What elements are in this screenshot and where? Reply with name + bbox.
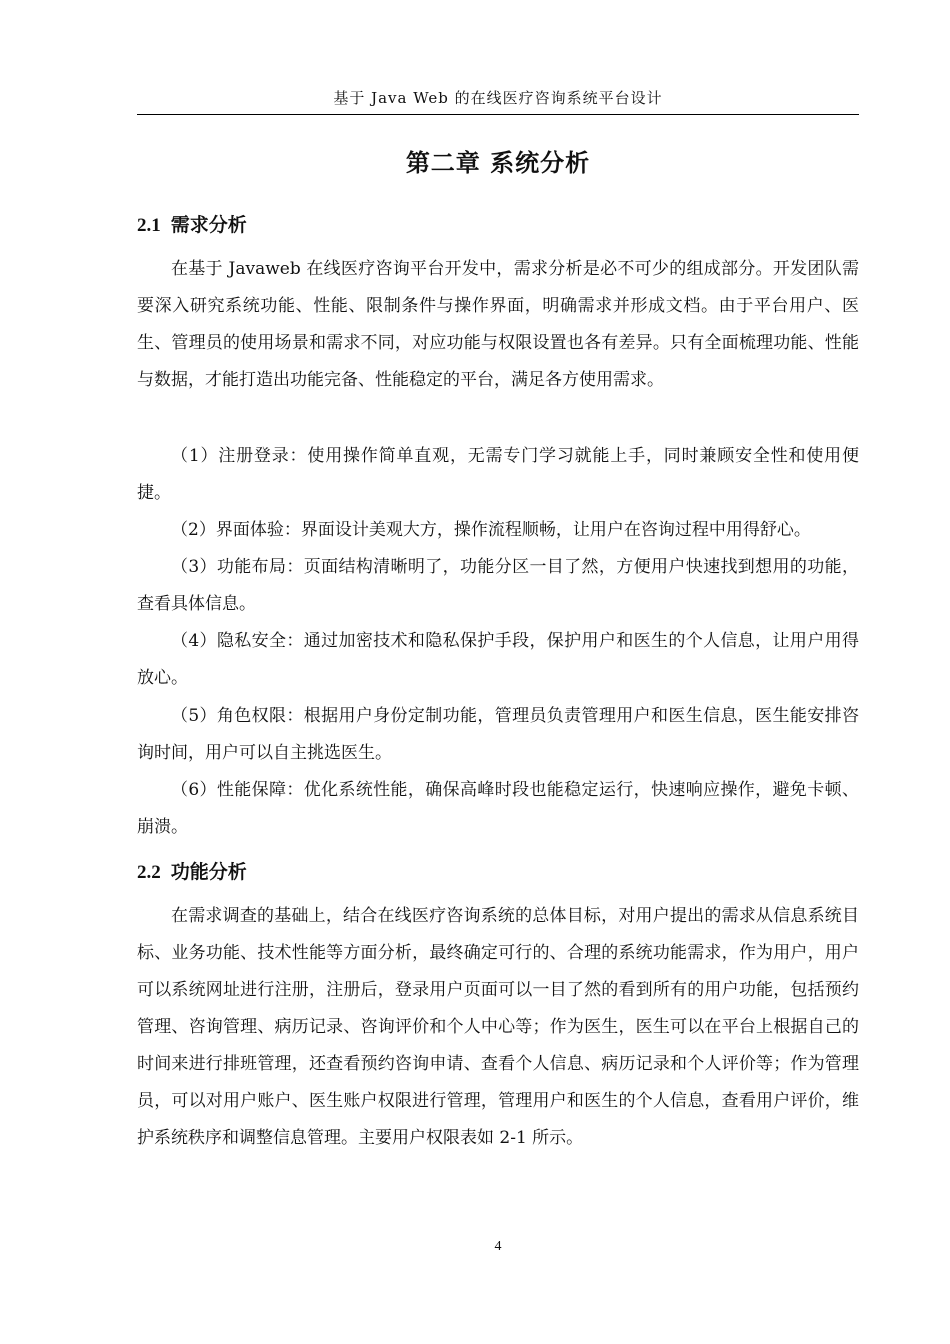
list-item-performance: （6）性能保障：优化系统性能，确保高峰时段也能稳定运行，快速响应操作，避免卡顿、崩溃。 [137,780,859,837]
paragraph: 在需求调查的基础上，结合在线医疗咨询系统的总体目标，对用户提出的需求从信息系统目标、业务功能、技术性能等方面分析，最终确定可行的、合理的系统功能需求，作为用户，用户可以系统网址进行注册，注册后，登录用户页面可以一目了然的看到所有的用户功能，包括预约管理、咨询管理、病历记录、咨询评价和个人中心等；作为医生，医生可以在平台上根据自己的时间来进行排班管理，还查看预约咨询申请、查看个人信息、病历记录和个人评价等；作为管理员，可以对用户账户、医生账户权限进行管理，管理用户和医生的个人信息，查看用户评价，维护系统秩序和调整信息管理。主要用户权限表如 2-1 所示。 [137,906,859,1148]
section-number: 2.2 [137,862,161,883]
paragraph: 在基于 Javaweb 在线医疗咨询平台开发中，需求分析是必不可少的组成部分。开发团队需要深入研究系统功能、性能、限制条件与操作界面，明确需求并形成文档。由于平台用户、医生、管理员的使用场景和需求不同，对应功能与权限设置也各有差异。只有全面梳理功能、性能与数据，才能打造出功能完备、性能稳定的平台，满足各方使用需求。 [137,259,859,390]
section-title-text: 需求分析 [170,214,247,236]
section-heading-2-1 [137,211,247,240]
list-item-privacy: （4）隐私安全：通过加密技术和隐私保护手段，保护用户和医生的个人信息，让用户用得放心。 [137,631,859,688]
section-number: 2.1 [137,215,161,236]
section-heading-2-2 [137,858,247,887]
section-title-text: 功能分析 [170,861,247,883]
running-header: 基于 Java Web 的在线医疗咨询系统平台设计 [333,89,663,107]
chapter-title: 第二章 系统分析 [405,149,591,177]
list-item-interface: （2）界面体验：界面设计美观大方，操作流程顺畅，让用户在咨询过程中用得舒心。 [171,520,811,540]
page-number: 4 [494,1239,502,1254]
list-item-registration: （1）注册登录：使用操作简单直观，无需专门学习就能上手，同时兼顾安全性和使用便捷。 [137,446,859,503]
header-rule [137,114,859,115]
list-item-layout: （3）功能布局：页面结构清晰明了，功能分区一目了然，方便用户快速找到想用的功能，查看具体信息。 [137,557,859,614]
list-item-roles: （5）角色权限：根据用户身份定制功能，管理员负责管理用户和医生信息，医生能安排咨询时间，用户可以自主挑选医生。 [137,706,859,763]
